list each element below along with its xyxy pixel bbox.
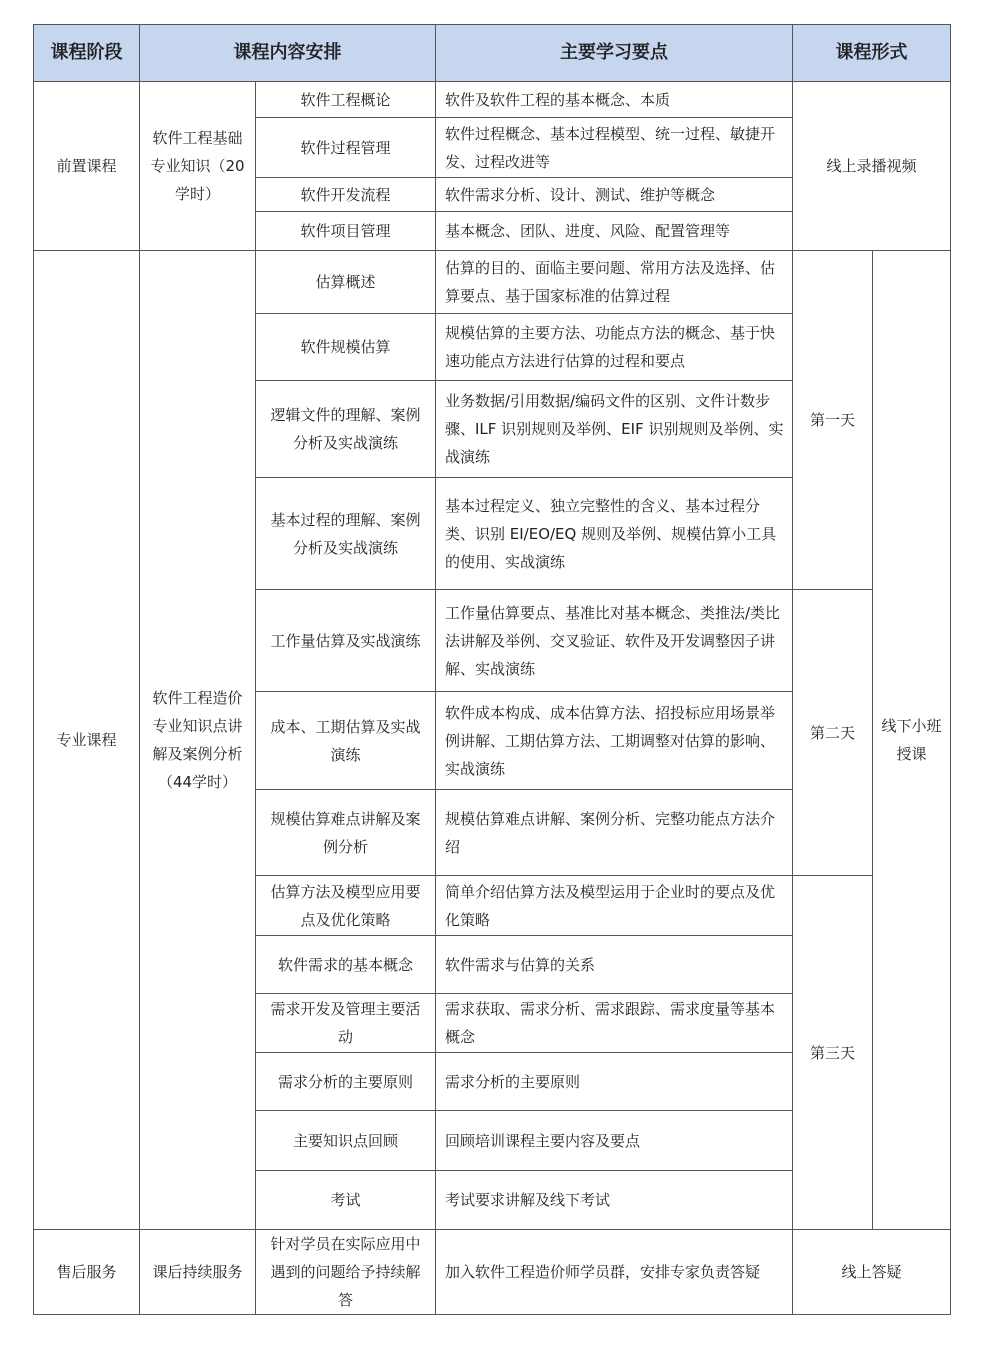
topic-cell: 主要知识点回顾 bbox=[256, 1111, 436, 1171]
topic-cell: 软件过程管理 bbox=[256, 118, 436, 178]
points-cell: 软件需求与估算的关系 bbox=[436, 936, 793, 994]
topic-cell: 需求分析的主要原则 bbox=[256, 1053, 436, 1111]
day-cell: 第一天 bbox=[793, 251, 873, 590]
topic-cell: 成本、工期估算及实战演练 bbox=[256, 692, 436, 790]
course-schedule-table bbox=[33, 24, 951, 1315]
points-cell: 基本概念、团队、进度、风险、配置管理等 bbox=[436, 212, 793, 251]
topic-cell: 估算概述 bbox=[256, 251, 436, 314]
points-cell: 软件需求分析、设计、测试、维护等概念 bbox=[436, 178, 793, 212]
points-cell: 基本过程定义、独立完整性的含义、基本过程分类、识别 EI/EO/EQ 规则及举例、规模估算小工具的使用、实战演练 bbox=[436, 478, 793, 590]
points-cell: 工作量估算要点、基准比对基本概念、类推法/类比法讲解及举例、交叉验证、软件及开发调整因子讲解、实战演练 bbox=[436, 590, 793, 692]
points-cell: 软件成本构成、成本估算方法、招投标应用场景举例讲解、工期估算方法、工期调整对估算的影响、实战演练 bbox=[436, 692, 793, 790]
topic-cell: 考试 bbox=[256, 1171, 436, 1230]
points-cell: 规模估算难点讲解、案例分析、完整功能点方法介绍 bbox=[436, 790, 793, 876]
header-points: 主要学习要点 bbox=[436, 25, 793, 82]
topic-cell: 估算方法及模型应用要点及优化策略 bbox=[256, 876, 436, 936]
points-cell: 估算的目的、面临主要问题、常用方法及选择、估算要点、基于国家标准的估算过程 bbox=[436, 251, 793, 314]
module-cell: 软件工程基础专业知识（20 学时） bbox=[140, 82, 256, 251]
points-cell: 业务数据/引用数据/编码文件的区别、文件计数步骤、ILF 识别规则及举例、EIF 识别规则及举例、实战演练 bbox=[436, 381, 793, 478]
format-cell: 线上答疑 bbox=[793, 1230, 951, 1315]
module-cell: 软件工程造价专业知识点讲解及案例分析（44学时） bbox=[140, 251, 256, 1230]
header-format: 课程形式 bbox=[793, 25, 951, 82]
format-cell: 线上录播视频 bbox=[793, 82, 951, 251]
points-cell: 软件及软件工程的基本概念、本质 bbox=[436, 82, 793, 118]
points-cell: 规模估算的主要方法、功能点方法的概念、基于快速功能点方法进行估算的过程和要点 bbox=[436, 314, 793, 381]
topic-cell: 软件需求的基本概念 bbox=[256, 936, 436, 994]
format-cell: 线下小班授课 bbox=[873, 251, 951, 1230]
header-stage: 课程阶段 bbox=[34, 25, 140, 82]
topic-cell: 规模估算难点讲解及案例分析 bbox=[256, 790, 436, 876]
day-cell: 第三天 bbox=[793, 876, 873, 1230]
points-cell: 回顾培训课程主要内容及要点 bbox=[436, 1111, 793, 1171]
topic-cell: 针对学员在实际应用中遇到的问题给予持续解答 bbox=[256, 1230, 436, 1315]
table-row bbox=[34, 251, 951, 314]
stage-cell: 前置课程 bbox=[34, 82, 140, 251]
header-row bbox=[34, 25, 951, 82]
topic-cell: 软件规模估算 bbox=[256, 314, 436, 381]
points-cell: 软件过程概念、基本过程模型、统一过程、敏捷开发、过程改进等 bbox=[436, 118, 793, 178]
header-content: 课程内容安排 bbox=[140, 25, 436, 82]
topic-cell: 逻辑文件的理解、案例分析及实战演练 bbox=[256, 381, 436, 478]
topic-cell: 需求开发及管理主要活动 bbox=[256, 994, 436, 1053]
module-cell: 课后持续服务 bbox=[140, 1230, 256, 1315]
stage-cell: 售后服务 bbox=[34, 1230, 140, 1315]
points-cell: 需求分析的主要原则 bbox=[436, 1053, 793, 1111]
stage-cell: 专业课程 bbox=[34, 251, 140, 1230]
topic-cell: 软件工程概论 bbox=[256, 82, 436, 118]
points-cell: 简单介绍估算方法及模型运用于企业时的要点及优化策略 bbox=[436, 876, 793, 936]
points-cell: 需求获取、需求分析、需求跟踪、需求度量等基本概念 bbox=[436, 994, 793, 1053]
topic-cell: 软件项目管理 bbox=[256, 212, 436, 251]
topic-cell: 基本过程的理解、案例分析及实战演练 bbox=[256, 478, 436, 590]
points-cell: 考试要求讲解及线下考试 bbox=[436, 1171, 793, 1230]
table-row bbox=[34, 82, 951, 118]
topic-cell: 软件开发流程 bbox=[256, 178, 436, 212]
topic-cell: 工作量估算及实战演练 bbox=[256, 590, 436, 692]
points-cell: 加入软件工程造价师学员群，安排专家负责答疑 bbox=[436, 1230, 793, 1315]
day-cell: 第二天 bbox=[793, 590, 873, 876]
table-row bbox=[34, 1230, 951, 1315]
